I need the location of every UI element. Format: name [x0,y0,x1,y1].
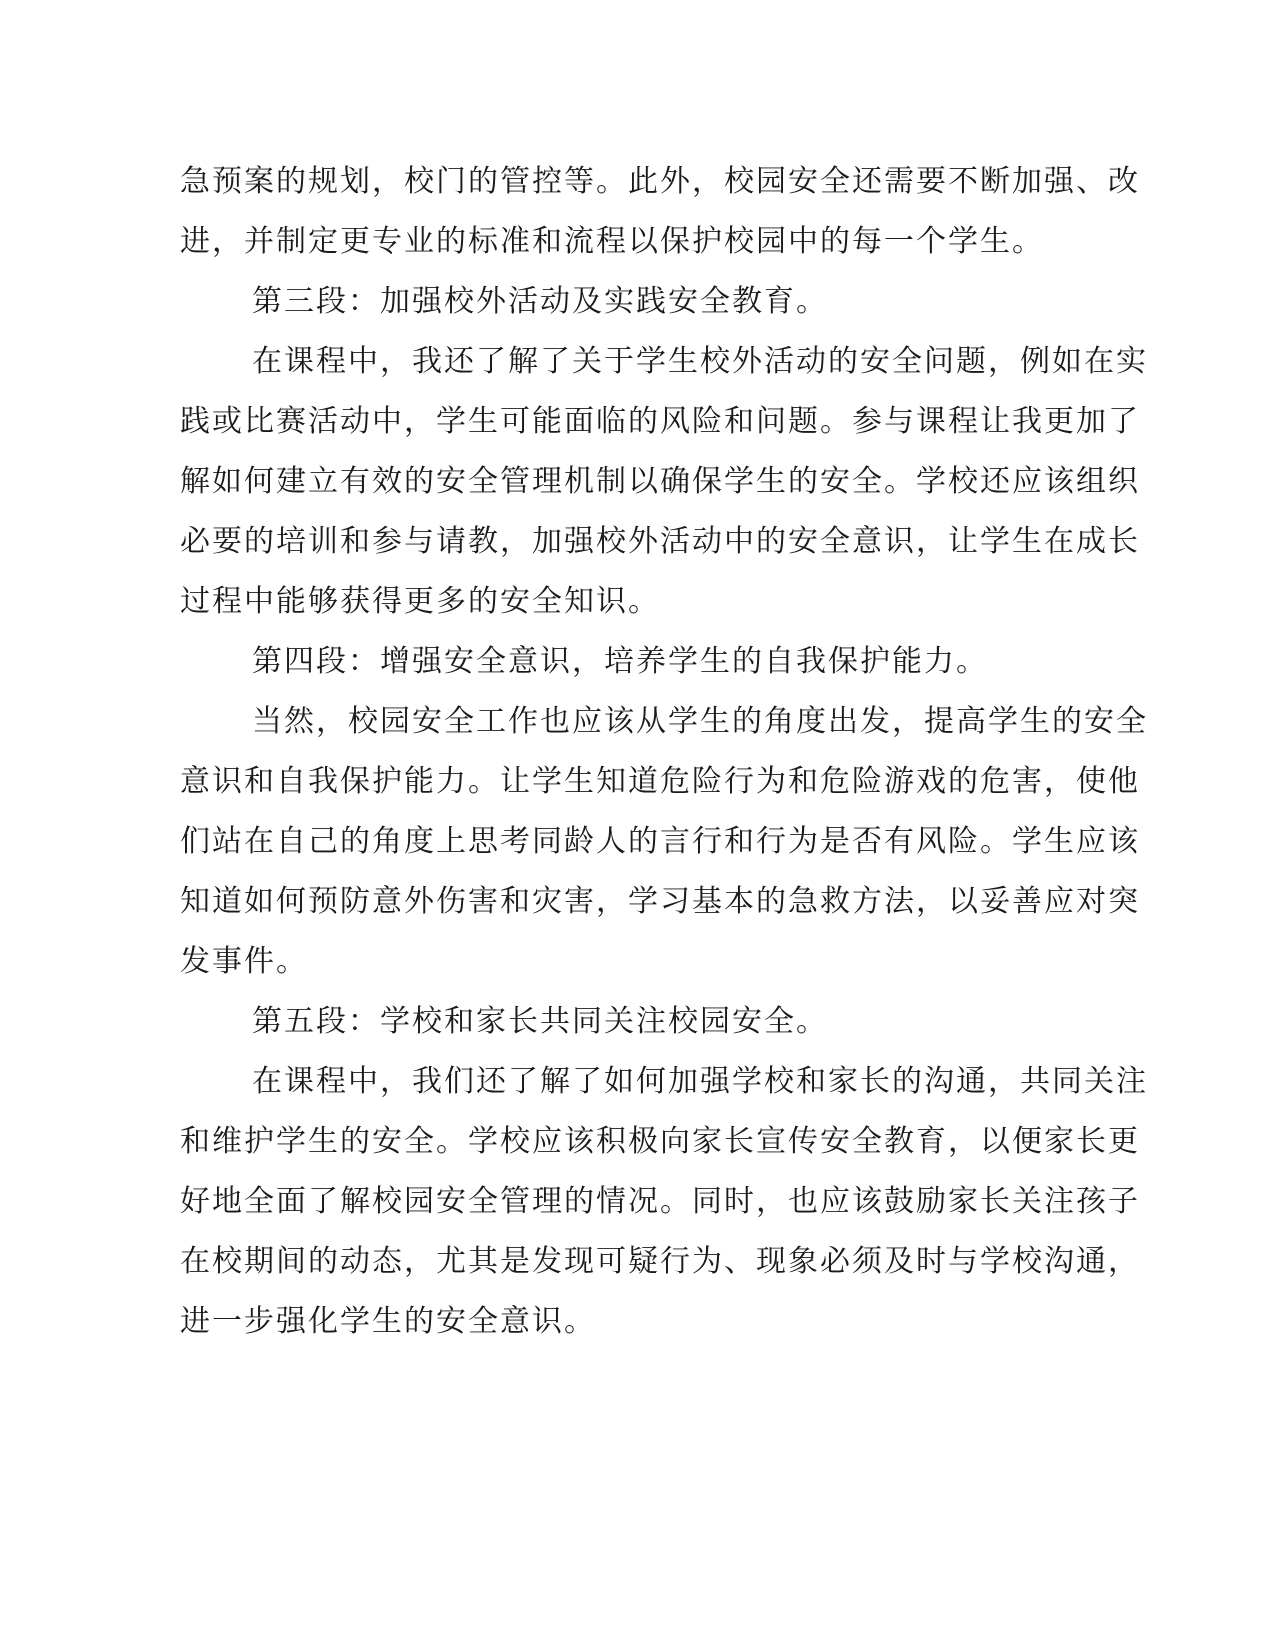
line-text: 必要的培训和参与请教，加强校外活动中的安全意识，让学生在成长 [180,524,1140,559]
heading-text: 第三段：加强校外活动及实践安全教育。 [252,284,828,319]
line-text: 进一步强化学生的安全意识。 [180,1304,596,1339]
heading-text: 第四段：增强安全意识，培养学生的自我保护能力。 [252,644,988,679]
text-line [0,1182,1275,1222]
line-text: 和维护学生的安全。学校应该积极向家长宣传安全教育，以便家长更 [180,1124,1140,1159]
text-line [0,942,1275,982]
section-heading [0,642,1275,682]
text-line [0,822,1275,862]
line-text: 在课程中，我还了解了关于学生校外活动的安全问题，例如在实 [252,344,1148,379]
text-line [0,402,1275,442]
line-text: 进，并制定更专业的标准和流程以保护校园中的每一个学生。 [180,224,1044,259]
line-text: 当然，校园安全工作也应该从学生的角度出发，提高学生的安全 [252,704,1148,739]
text-line [0,222,1275,262]
line-text: 过程中能够获得更多的安全知识。 [180,584,660,619]
text-line [0,762,1275,802]
line-text: 发事件。 [180,944,308,979]
section-heading [0,1002,1275,1042]
text-line [0,882,1275,922]
text-line [0,462,1275,502]
text-line [0,1242,1275,1282]
text-line [0,1122,1275,1162]
line-text: 在课程中，我们还了解了如何加强学校和家长的沟通，共同关注 [252,1064,1148,1099]
text-line [0,702,1275,742]
line-text: 意识和自我保护能力。让学生知道危险行为和危险游戏的危害，使他 [180,764,1140,799]
line-text: 急预案的规划，校门的管控等。此外，校园安全还需要不断加强、改 [180,164,1140,199]
section-heading [0,282,1275,322]
heading-text: 第五段：学校和家长共同关注校园安全。 [252,1004,828,1039]
line-text: 们站在自己的角度上思考同龄人的言行和行为是否有风险。学生应该 [180,824,1140,859]
line-text: 在校期间的动态，尤其是发现可疑行为、现象必须及时与学校沟通， [180,1244,1140,1279]
line-text: 好地全面了解校园安全管理的情况。同时，也应该鼓励家长关注孩子 [180,1184,1140,1219]
line-text: 知道如何预防意外伤害和灾害，学习基本的急救方法，以妥善应对突 [180,884,1140,919]
line-text: 解如何建立有效的安全管理机制以确保学生的安全。学校还应该组织 [180,464,1140,499]
text-line [0,522,1275,562]
text-line [0,1062,1275,1102]
line-text: 践或比赛活动中，学生可能面临的风险和问题。参与课程让我更加了 [180,404,1140,439]
text-line [0,342,1275,382]
text-line [0,1302,1275,1342]
text-line [0,162,1275,202]
text-line [0,582,1275,622]
